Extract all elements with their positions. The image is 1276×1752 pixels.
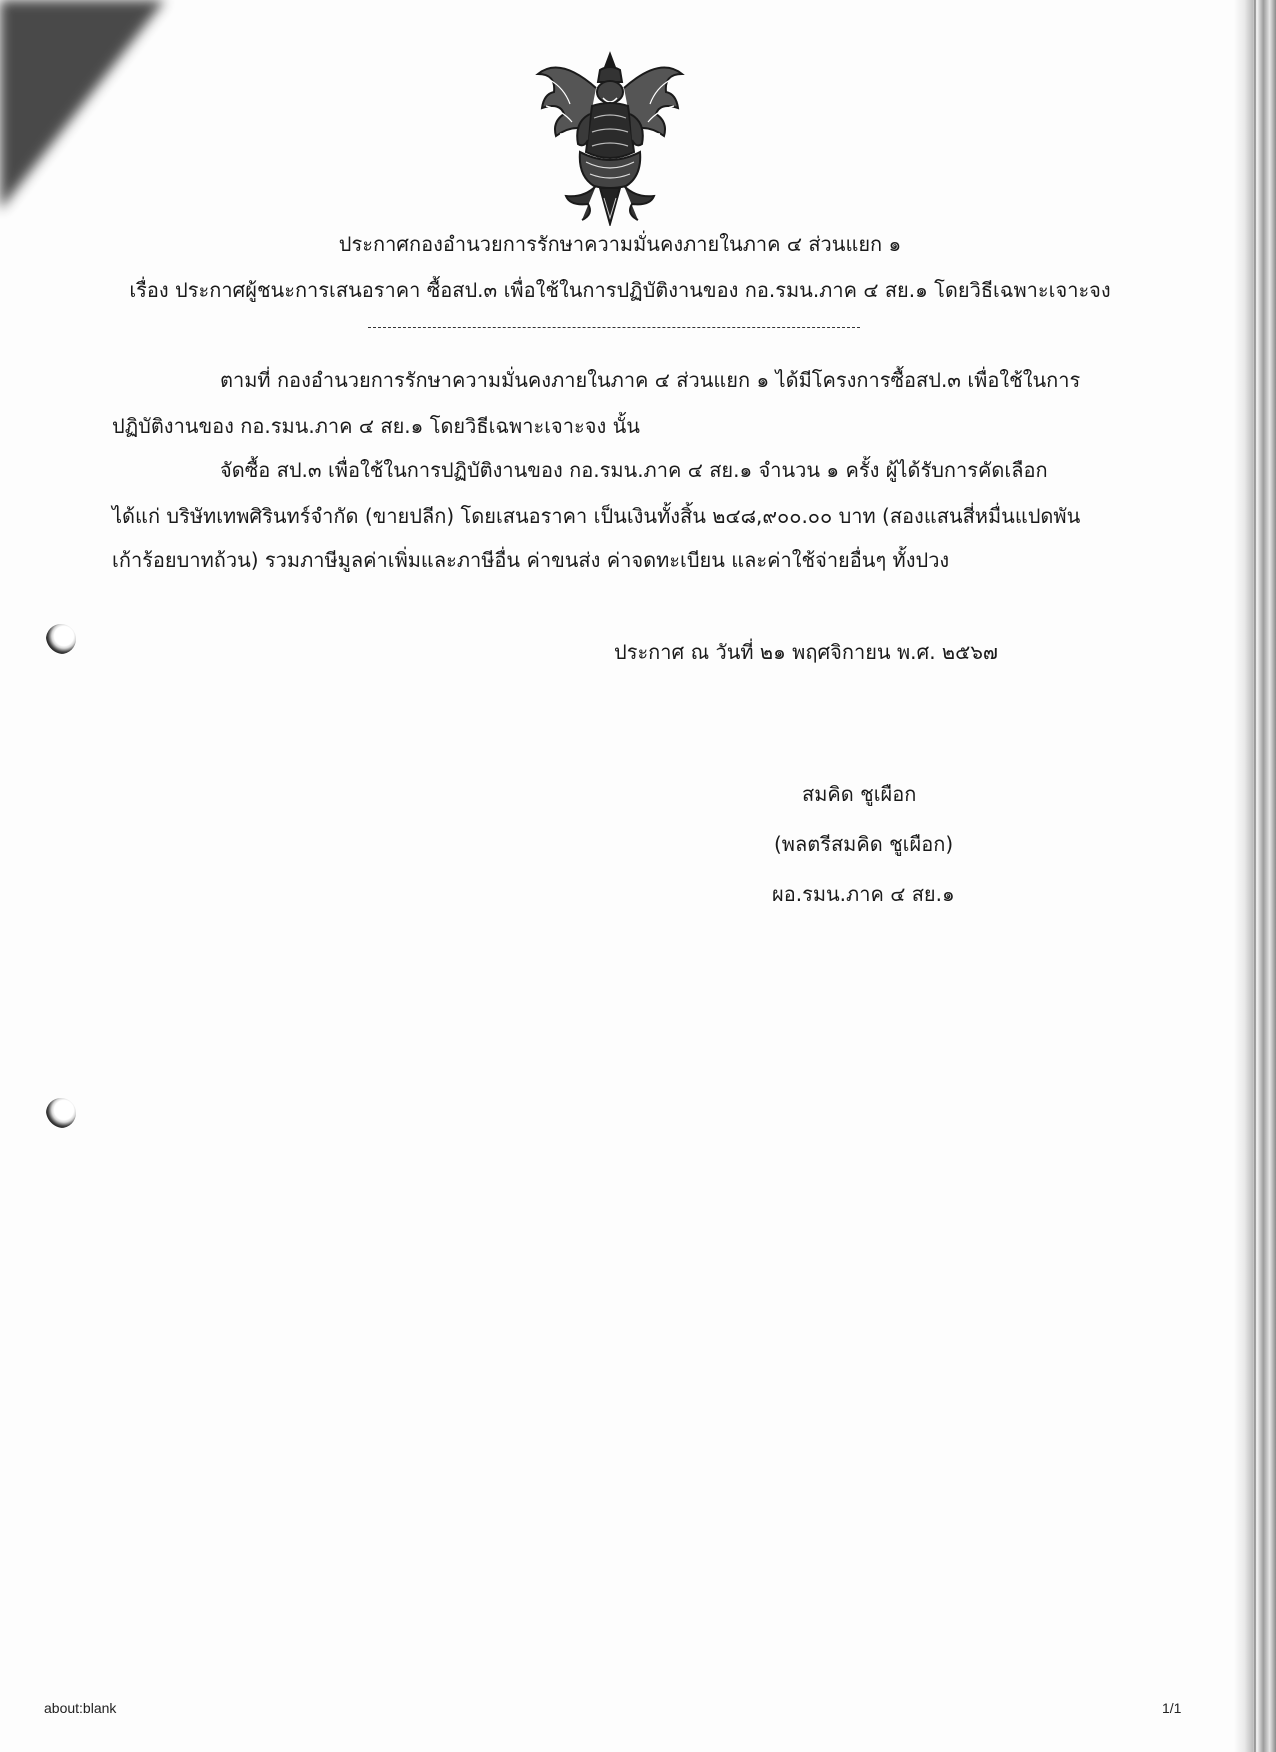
signer-name: สมคิด ชูเผือก (802, 782, 917, 806)
paragraph-1-line-2: ปฏิบัติงานของ กอ.รมน.ภาค ๔ สย.๑ โดยวิธีเฉพาะเจาะจง นั้น (112, 414, 640, 438)
footer-url: about:blank (44, 1700, 117, 1716)
punch-hole-bottom (46, 1098, 76, 1128)
paragraph-2-line-3: เก้าร้อยบาทถ้วน) รวมภาษีมูลค่าเพิ่มและภาษีอื่น ค่าขนส่ง ค่าจดทะเบียน และค่าใช้จ่ายอื่นๆ ทั้งปวง (112, 548, 950, 572)
garuda-emblem-icon (530, 48, 690, 226)
footer-page-number: 1/1 (1162, 1700, 1182, 1716)
announcement-subject: เรื่อง ประกาศผู้ชนะการเสนอราคา ซื้อสป.๓ เพื่อใช้ในการปฏิบัติงานของ กอ.รมน.ภาค ๔ สย.๑ โดยวิธีเฉพาะเจาะจง (129, 278, 1111, 302)
folded-corner-shadow (0, 0, 165, 210)
paragraph-2-line-1: จัดซื้อ สป.๓ เพื่อใช้ในการปฏิบัติงานของ กอ.รมน.ภาค ๔ สย.๑ จำนวน ๑ ครั้ง ผู้ได้รับการคัดเลือก (220, 458, 1048, 482)
paragraph-1-line-1: ตามที่ กองอำนวยการรักษาความมั่นคงภายในภาค ๔ ส่วนแยก ๑ ได้มีโครงการซื้อสป.๓ เพื่อใช้ในการ (220, 368, 1081, 392)
announcement-title: ประกาศกองอำนวยการรักษาความมั่นคงภายในภาค ๔ ส่วนแยก ๑ (338, 232, 902, 256)
signer-position: ผอ.รมน.ภาค ๔ สย.๑ (772, 882, 955, 906)
separator-line (368, 327, 860, 328)
punch-hole-top (46, 624, 76, 654)
announcement-date: ประกาศ ณ วันที่ ๒๑ พฤศจิกายน พ.ศ. ๒๕๖๗ (614, 640, 998, 664)
signer-full-name: (พลตรีสมคิด ชูเผือก) (774, 832, 954, 856)
paragraph-2-line-2: ได้แก่ บริษัทเทพศิรินทร์จำกัด (ขายปลีก) โดยเสนอราคา เป็นเงินทั้งสิ้น ๒๔๘,๙๐๐.๐๐ บาท (สองแสนสี่หมื่นแปดพัน (112, 504, 1081, 528)
page-stack-line (1254, 0, 1256, 1752)
